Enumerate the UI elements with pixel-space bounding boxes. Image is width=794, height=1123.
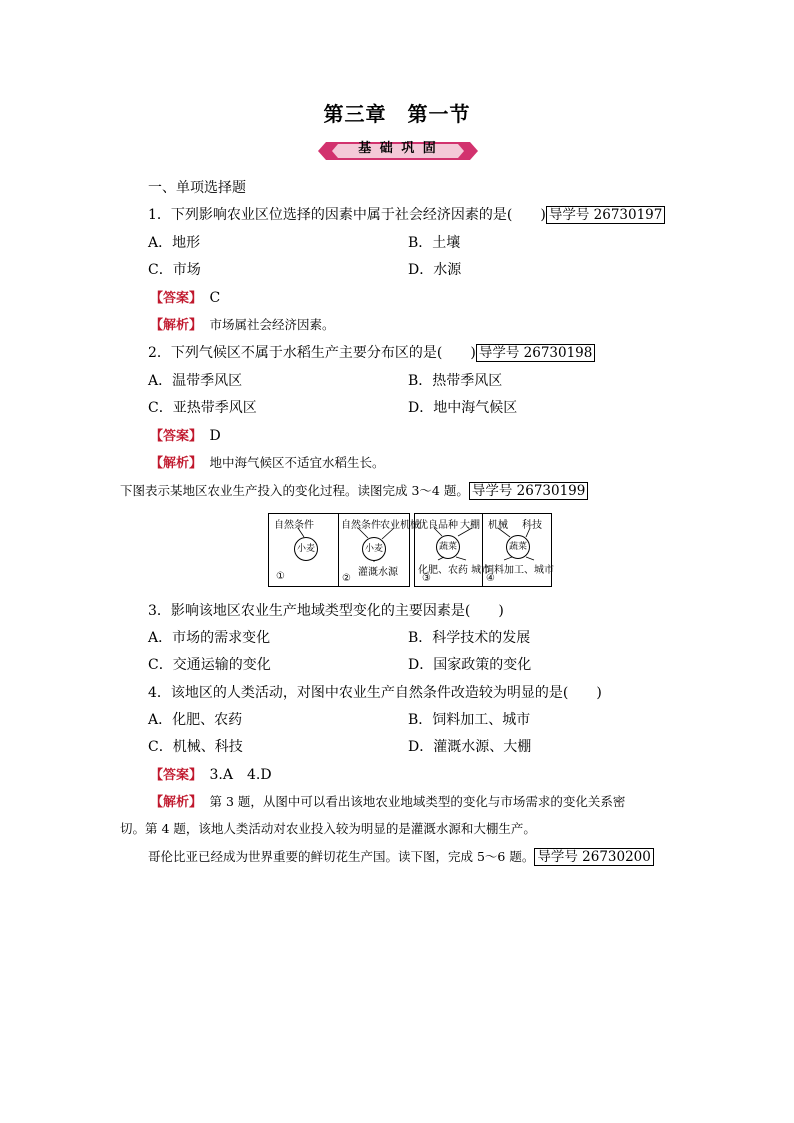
q3-option-d: D．国家政策的变化 xyxy=(408,657,532,673)
figure-arrows xyxy=(268,513,552,587)
q3-option-a: A．市场的需求变化 xyxy=(148,630,271,646)
panel-2-number: ② xyxy=(342,573,351,584)
question-3: 3．影响该地区农业生产地域类型变化的主要因素是( ) xyxy=(148,603,504,619)
panel-2-crop: 小麦 xyxy=(362,537,386,561)
answer-value: C xyxy=(209,290,221,306)
analysis-text-2: 切。第 4 题，该地人类活动对农业投入较为明显的是灌溉水源和大棚生产。 xyxy=(120,821,536,836)
panel-3-crop: 蔬菜 xyxy=(436,535,460,559)
panel-3-label-left: 优良品种 xyxy=(418,520,458,531)
q4-option-c: C．机械、科技 xyxy=(148,739,243,755)
answer-label: 【答案】 xyxy=(150,768,196,783)
panel-3-bottom: 化肥、农药 城市 xyxy=(418,565,492,576)
agriculture-input-figure xyxy=(268,513,552,587)
panel-1-label: 自然条件 xyxy=(274,520,314,531)
q3-option-c: C．交通运输的变化 xyxy=(148,657,271,673)
q4-option-d: D．灌溉水源、大棚 xyxy=(408,739,532,755)
q2-option-c: C．亚热带季风区 xyxy=(148,400,257,416)
guide-number-1: 导学号 26730197 xyxy=(546,206,666,224)
panel-1-number: ① xyxy=(276,571,285,582)
page-title: 第三章 第一节 xyxy=(323,102,471,126)
answer-label: 【答案】 xyxy=(150,291,196,306)
q1-answer xyxy=(150,288,220,309)
question-2-stem: 2．下列气候区不属于水稻生产主要分布区的是( ) xyxy=(148,345,476,361)
guide-number-3: 导学号 26730199 xyxy=(469,482,589,500)
analysis-label: 【解析】 xyxy=(150,456,196,471)
answer-label: 【答案】 xyxy=(150,429,196,444)
panel-4-bottom: 饲料加工、城市 xyxy=(484,565,554,576)
question-2 xyxy=(148,343,595,363)
panel-3-number: ③ xyxy=(422,573,431,584)
panel-2-bottom: 灌溉水源 xyxy=(358,567,398,578)
analysis-text: 地中海气候区不适宜水稻生长。 xyxy=(209,455,385,470)
intro-3-4-text: 下图表示某地区农业生产投入的变化过程。读图完成 3～4 题。 xyxy=(120,483,469,498)
banner-label: 基 础 巩 固 xyxy=(358,141,438,156)
q1-analysis xyxy=(150,315,335,336)
q2-answer xyxy=(150,426,221,447)
panel-4-label-right: 科技 xyxy=(522,520,542,531)
q1-option-d: D．水源 xyxy=(408,262,462,278)
q2-option-b: B．热带季风区 xyxy=(408,373,503,389)
q2-option-d: D．地中海气候区 xyxy=(408,400,518,416)
panel-4-number: ④ xyxy=(486,573,495,584)
section-heading: 一、单项选择题 xyxy=(148,180,246,196)
panel-3-label-right: 大棚 xyxy=(460,520,480,531)
q1-option-a: A．地形 xyxy=(148,235,201,251)
q4-option-b: B．饲料加工、城市 xyxy=(408,712,531,728)
question-4: 4．该地区的人类活动，对图中农业生产自然条件改造较为明显的是( ) xyxy=(148,685,602,701)
q4-analysis xyxy=(150,792,625,813)
guide-number-2: 导学号 26730198 xyxy=(476,344,596,362)
question-1 xyxy=(148,205,665,225)
q4-answer xyxy=(150,765,272,786)
q2-analysis xyxy=(150,453,385,474)
panel-4-label-left: 机械 xyxy=(488,520,508,531)
intro-5-6-text: 哥伦比亚已经成为世界重要的鲜切花生产国。读下图，完成 5～6 题。 xyxy=(148,849,535,864)
q4-analysis-continued xyxy=(120,819,536,839)
analysis-text: 市场属社会经济因素。 xyxy=(209,317,335,332)
panel-1-crop: 小麦 xyxy=(294,537,318,561)
answer-value: D xyxy=(209,428,221,444)
q1-option-b: B．土壤 xyxy=(408,235,461,251)
q4-option-a: A．化肥、农药 xyxy=(148,712,243,728)
analysis-label: 【解析】 xyxy=(150,795,196,810)
panel-2-label-left: 自然条件 xyxy=(341,520,381,531)
question-1-stem: 1．下列影响农业区位选择的因素中属于社会经济因素的是( ) xyxy=(148,207,546,223)
guide-number-4: 导学号 26730200 xyxy=(534,848,654,866)
analysis-text-1: 第 3 题，从图中可以看出该地农业地域类型的变化与市场需求的变化关系密 xyxy=(209,794,626,809)
analysis-label: 【解析】 xyxy=(150,318,196,333)
intro-5-6 xyxy=(148,847,654,867)
q1-option-c: C．市场 xyxy=(148,262,201,278)
panel-2-label-right: 农业机械 xyxy=(380,520,420,531)
panel-4-crop: 蔬菜 xyxy=(506,535,530,559)
intro-3-4 xyxy=(120,481,588,501)
q3-option-b: B．科学技术的发展 xyxy=(408,630,531,646)
answer-value: 3.A 4.D xyxy=(209,767,272,783)
q2-option-a: A．温带季风区 xyxy=(148,373,243,389)
